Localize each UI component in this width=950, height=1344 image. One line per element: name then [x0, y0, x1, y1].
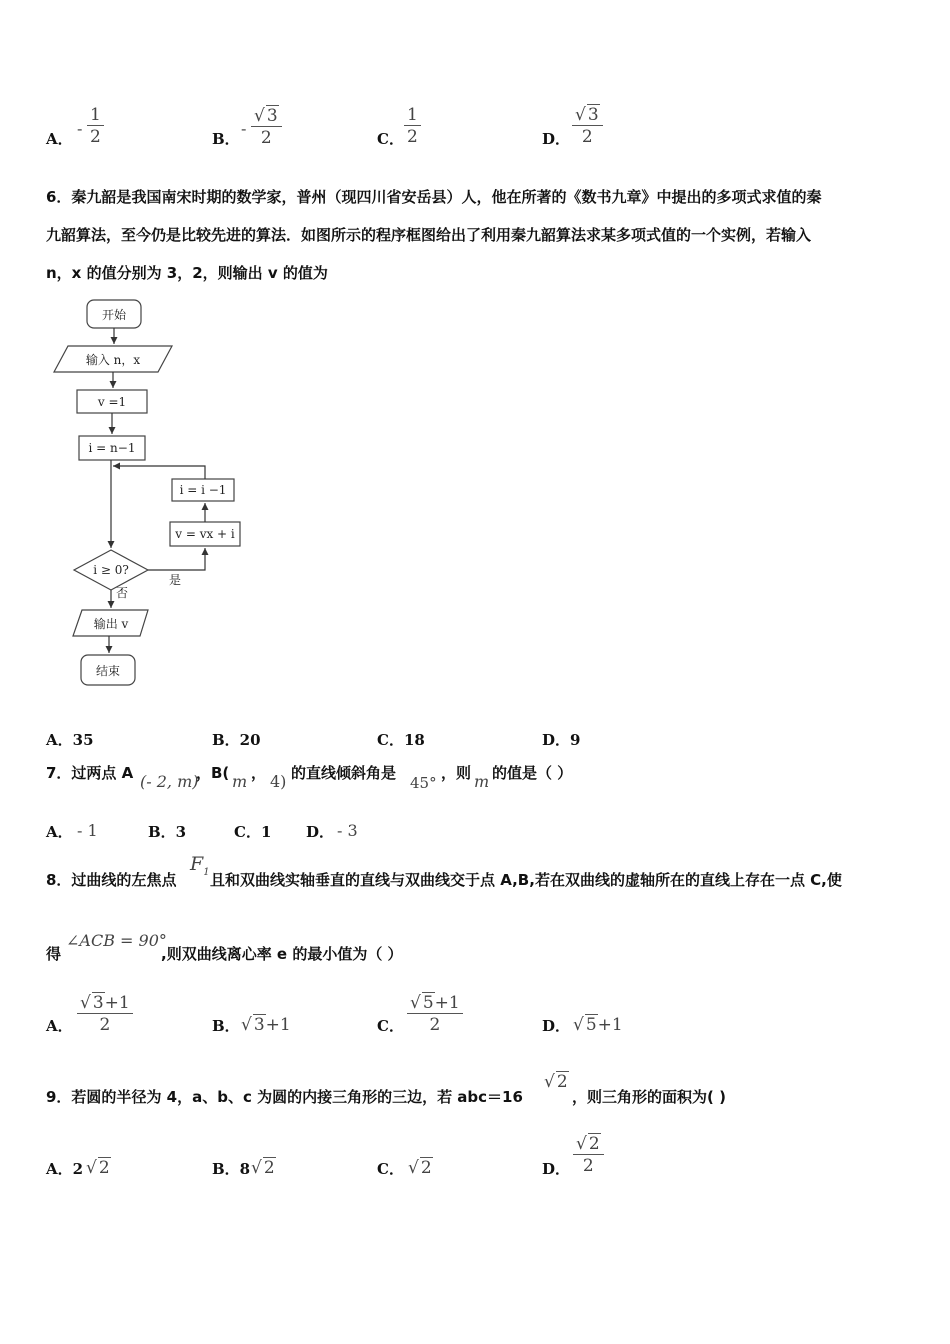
q7-sep-b: ，B( — [196, 764, 230, 782]
q5-option-c-fraction — [404, 105, 421, 148]
q6-option-a: A．35 — [46, 731, 94, 749]
q8-option-c-fraction — [407, 992, 463, 1036]
denominator: 2 — [260, 128, 272, 148]
flow-i-init-text: i = n−1 — [88, 441, 136, 455]
denominator: 2 — [581, 127, 593, 147]
q6-text-line3: n，x 的值分别为 3，2，则输出 v 的值为 — [46, 264, 328, 282]
q5-option-d-fraction — [572, 104, 603, 148]
flow-dec-text: i = i −1 — [179, 483, 227, 497]
q9-option-b-value: √ 2 — [251, 1158, 275, 1178]
q8-line2-prefix: 得 — [46, 945, 62, 963]
q5-option-b-sign: - — [241, 119, 247, 138]
q6-option-c: C．18 — [377, 731, 425, 749]
flow-no-label: 否 — [116, 586, 129, 600]
flow-input-text: 输入 n，x — [85, 353, 141, 367]
flow-start-text: 开始 — [101, 308, 127, 322]
q7-option-d-label: D． — [306, 823, 335, 841]
q7-angle: 45° — [410, 774, 437, 792]
q7-option-c: C．1 — [234, 823, 272, 841]
radicand: 2 — [98, 1158, 110, 1178]
q8-angle: ∠ACB = 90° — [66, 931, 167, 950]
q8-option-b-value: √ 3+1 — [241, 1015, 291, 1035]
radicand: 3 — [253, 1015, 265, 1035]
q7-four: 4) — [270, 772, 287, 791]
q8-option-a-fraction — [77, 992, 133, 1036]
radicand: 5 — [422, 993, 434, 1013]
q8-option-d-value: √ 5+1 — [573, 1015, 623, 1035]
numerator: √ 3 — [572, 104, 603, 126]
q8-line2-rest: ,则双曲线离心率 e 的最小值为（ ） — [161, 945, 403, 963]
q9-option-d-label: D． — [542, 1160, 571, 1178]
q5-option-a-fraction — [87, 105, 104, 148]
q6-flowchart — [40, 292, 270, 692]
q8-option-b-label: B． — [212, 1017, 240, 1035]
q7-option-a-value: - 1 — [77, 821, 98, 840]
q7-option-a-label: A． — [46, 823, 73, 841]
q7-point-a: (- 2, m) — [140, 772, 199, 791]
q9-option-b-label: B．8 — [212, 1160, 251, 1178]
q7-prefix: 7．过两点 A — [46, 764, 134, 782]
denominator: 2 — [429, 1015, 441, 1035]
q6-option-b: B．20 — [212, 731, 261, 749]
q5-option-b-fraction — [251, 105, 282, 149]
flow-yes-label: 是 — [169, 573, 182, 587]
radicand: 3 — [92, 993, 104, 1013]
q7-comma: ， — [251, 764, 267, 782]
flow-update-text: v = vx + i — [175, 527, 235, 541]
q8-prefix: 8．过曲线的左焦点 — [46, 871, 177, 889]
numerator: √ 3+1 — [77, 992, 133, 1014]
focus-subscript: 1 — [203, 866, 210, 878]
q7-option-b: B．3 — [148, 823, 187, 841]
q6-text-line2: 九韶算法，至今仍是比较先进的算法．如图所示的程序框图给出了利用秦九韶算法求某多项式值的一个实例，若输入 — [46, 226, 812, 244]
plus-one: +1 — [104, 993, 130, 1013]
q7-then: ，则 — [441, 764, 472, 782]
q9-suffix: ，则三角形的面积为( ) — [572, 1088, 726, 1106]
numerator: √ 3 — [251, 105, 282, 127]
q8-option-c-label: C． — [377, 1017, 404, 1035]
numerator: 1 — [404, 105, 421, 126]
radicand: 2 — [588, 1134, 600, 1154]
flow-condition-text: i ≥ 0? — [93, 563, 129, 577]
plus-one: +1 — [434, 993, 460, 1013]
q9-option-d-fraction — [573, 1133, 604, 1177]
q9-option-c-value: √ 2 — [408, 1158, 432, 1178]
q9-option-a-value: √ 2 — [86, 1158, 110, 1178]
radicand: 2 — [556, 1072, 568, 1092]
q5-option-a-label: A． — [46, 130, 73, 148]
q9-sqrt: √ 2 — [544, 1072, 568, 1092]
q7-mid: 的直线倾斜角是 — [291, 764, 397, 782]
radicand: 3 — [587, 105, 599, 125]
denominator: 2 — [99, 1015, 111, 1035]
q8-option-d-label: D． — [542, 1017, 571, 1035]
q5-option-c-label: C． — [377, 130, 404, 148]
flow-end-text: 结束 — [95, 664, 121, 678]
numerator: √ 2 — [573, 1133, 604, 1155]
radicand: 3 — [266, 106, 278, 126]
q9-option-c-label: C． — [377, 1160, 404, 1178]
q9-text: 9．若圆的半径为 4，a、b、c 为圆的内接三角形的三边，若 abc＝16 — [46, 1088, 523, 1106]
focus-letter: F — [190, 853, 204, 875]
q8-line1-rest: 且和双曲线实轴垂直的直线与双曲线交于点 A,B,若在双曲线的虚轴所在的直线上存在一点 C,使 — [210, 871, 842, 889]
numerator: 1 — [87, 105, 104, 126]
q5-option-b-label: B． — [212, 130, 240, 148]
q7-m1: m — [232, 772, 248, 791]
q5-option-a-sign: - — [77, 119, 83, 138]
q7-option-d-value: - 3 — [337, 821, 358, 840]
plus-one: +1 — [597, 1015, 623, 1035]
radicand: 2 — [263, 1158, 275, 1178]
denominator: 2 — [407, 127, 418, 147]
q6-option-d: D．9 — [542, 731, 581, 749]
denominator: 2 — [90, 127, 101, 147]
q8-option-a-label: A． — [46, 1017, 73, 1035]
radicand: 5 — [585, 1015, 597, 1035]
q9-option-a-label: A．2 — [46, 1160, 84, 1178]
q6-text-line1: 6．秦九韶是我国南宋时期的数学家，普州（现四川省安岳县）人，他在所著的《数书九章》中提出的多项式求值的秦 — [46, 188, 822, 206]
denominator: 2 — [582, 1156, 594, 1176]
flow-v-init-text: v =1 — [97, 395, 127, 409]
plus-one: +1 — [265, 1015, 291, 1035]
numerator: √ 5+1 — [407, 992, 463, 1014]
flow-output-text: 输出 v — [93, 617, 129, 631]
q5-option-d-label: D． — [542, 130, 571, 148]
q7-m2: m — [474, 772, 490, 791]
radicand: 2 — [420, 1158, 432, 1178]
q7-suffix: 的值是（ ） — [492, 764, 573, 782]
q8-focus — [190, 853, 210, 878]
